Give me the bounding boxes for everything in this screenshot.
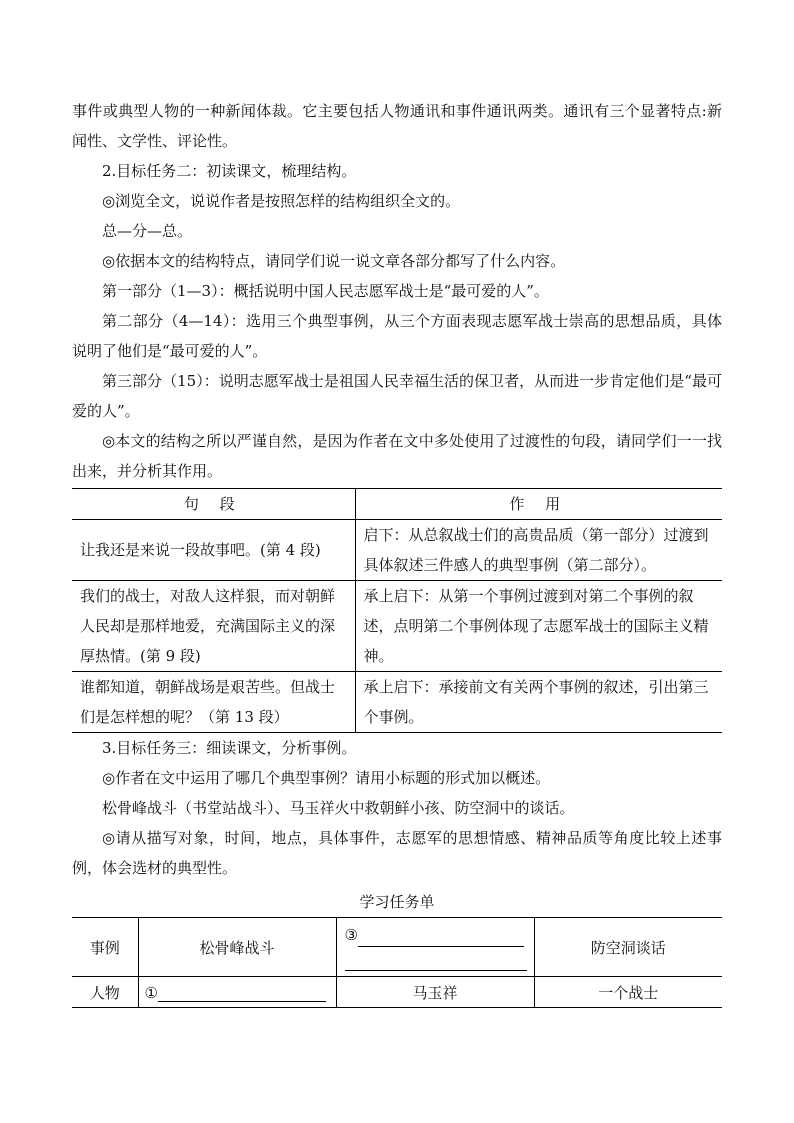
question-examples: ◎作者在文中运用了哪几个典型事例？请用小标题的形式加以概述。	[102, 769, 551, 787]
question-transitions: ◎本文的结构之所以严谨自然，是因为作者在文中多处使用了过渡性的句段，请同学们一一找出来，并分析其作用。	[72, 432, 722, 480]
answer-blank-line[interactable]	[345, 952, 527, 971]
cell-example-2-blank[interactable]	[336, 918, 534, 977]
task-sheet-title: 学习任务单	[359, 893, 435, 911]
question-compare: ◎请从描写对象，时间，地点，具体事件，志愿军的思想情感、精神品质等角度比较上述事例，体会选材的典型性。	[72, 829, 722, 877]
answer-blank-line[interactable]	[158, 983, 326, 1002]
table-row	[72, 672, 722, 733]
answer-structure: 总—分—总。	[102, 222, 193, 240]
table-cell-sentence: 我们的战士，对敌人这样狠，而对朝鲜人民却是那样地爱，充满国际主义的深厚热情。(第 9 段)	[72, 581, 355, 672]
task-sheet-table	[72, 917, 722, 1008]
answer-blank-line[interactable]	[358, 928, 524, 947]
table-cell-function: 启下：从总叙战士们的高贵品质（第一部分）过渡到具体叙述三件感人的典型事例（第二部分）。	[355, 520, 722, 581]
circled-number-one: ①	[144, 983, 158, 1002]
transition-table-header	[72, 489, 722, 520]
document-page	[72, 96, 722, 1008]
answer-part-three: 第三部分（15）：说明志愿军战士是祖国人民幸福生活的保卫者，从而进一步肯定他们是“最可爱的人”。	[72, 372, 722, 420]
header-sentence: 句 段	[72, 489, 355, 520]
answer-examples: 松骨峰战斗（书堂站战斗）、马玉祥火中救朝鲜小孩、防空洞中的谈话。	[102, 799, 575, 817]
row-label-example: 事例	[72, 918, 138, 977]
cell-example-1: 松骨峰战斗	[138, 918, 336, 977]
task-two-heading: 2.目标任务二：初读课文，梳理结构。	[102, 162, 357, 180]
cell-person-3: 一个战士	[534, 977, 722, 1008]
answer-part-two: 第二部分（4—14）：选用三个典型事例，从三个方面表现志愿军战士崇高的思想品质，具体说明了他们是“最可爱的人”。	[72, 312, 722, 360]
table-row	[72, 581, 722, 672]
row-label-person: 人物	[72, 977, 138, 1008]
task-row-example	[72, 918, 722, 977]
table-row	[72, 520, 722, 581]
table-cell-function: 承上启下：承接前文有关两个事例的叙述，引出第三个事例。	[355, 672, 722, 733]
table-cell-sentence: 谁都知道，朝鲜战场是艰苦些。但战士们是怎样想的呢？（第 13 段）	[72, 672, 355, 733]
question-parts: ◎依据本文的结构特点，请同学们说一说文章各部分都写了什么内容。	[102, 252, 566, 270]
answer-part-one: 第一部分（1—3）：概括说明中国人民志愿军战士是“最可爱的人”。	[102, 282, 549, 300]
circled-number-three: ③	[344, 926, 358, 944]
cell-example-3: 防空洞谈话	[534, 918, 722, 977]
header-function: 作 用	[355, 489, 722, 520]
table-cell-sentence: 让我还是来说一段故事吧。(第 4 段)	[72, 520, 355, 581]
transition-table	[72, 488, 722, 733]
cell-person-1-blank[interactable]	[138, 977, 336, 1008]
task-row-person	[72, 977, 722, 1008]
question-structure: ◎浏览全文，说说作者是按照怎样的结构组织全文的。	[102, 192, 461, 210]
cell-person-2: 马玉祥	[336, 977, 534, 1008]
table-cell-function: 承上启下：从第一个事例过渡到对第二个事例的叙述，点明第二个事例体现了志愿军战士的国际主义精神。	[355, 581, 722, 672]
task-three-heading: 3.目标任务三：细读课文，分析事例。	[102, 739, 357, 757]
paragraph-news-genre: 事件或典型人物的一种新闻体裁。它主要包括人物通讯和事件通讯两类。通讯有三个显著特点:新闻性、文学性、评论性。	[72, 102, 722, 150]
